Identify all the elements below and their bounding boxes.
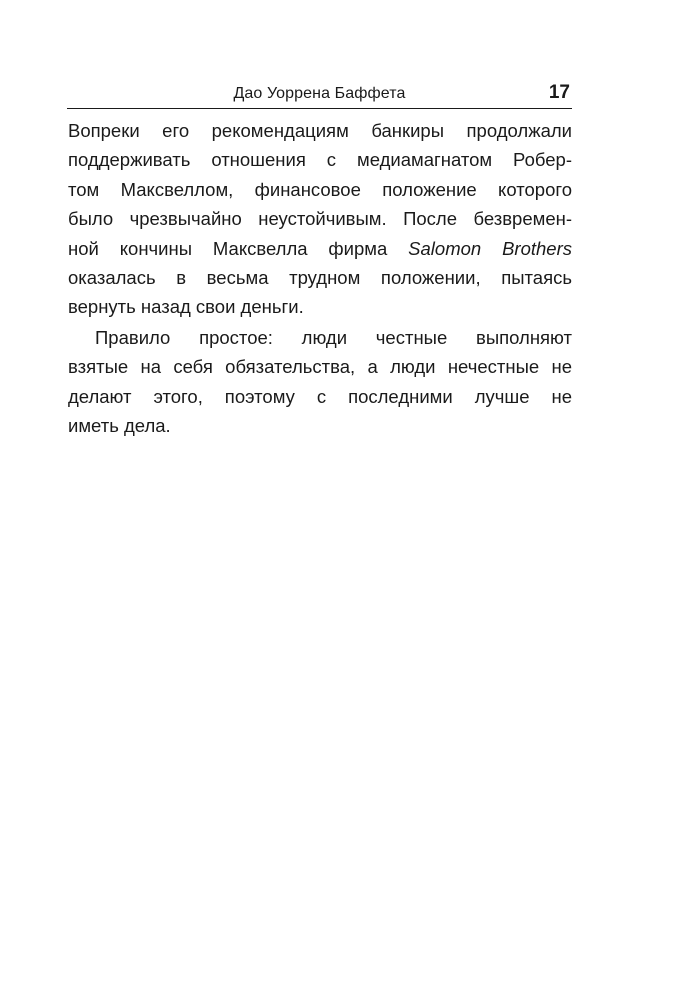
text-line: Правило простое: люди честные выполняют	[95, 326, 572, 348]
text-line: том Максвеллом, финансовое положение которого	[68, 178, 572, 200]
text-line: делают этого, поэтому с последними лучше не	[68, 385, 572, 407]
running-header	[67, 82, 572, 109]
text-line: было чрезвычайно неустойчивым. После безвремен-	[68, 208, 572, 230]
text-line: поддерживать отношения с медиамагнатом Робер-	[68, 149, 572, 171]
body-text	[68, 116, 572, 440]
company-name: Salomon Brothers	[408, 237, 572, 259]
text-line: взятые на себя обязательства, а люди нечестные не	[68, 356, 572, 378]
text-run: ной кончины Максвелла фирма	[68, 237, 409, 259]
paragraph-2	[68, 323, 572, 441]
page-number: 17	[548, 82, 570, 103]
text-line: вернуть назад свои деньги.	[68, 296, 304, 318]
text-line: Вопреки его рекомендациям банкиры продолжали	[68, 120, 572, 141]
running-title: Дао Уоррена Баффета	[233, 85, 406, 102]
text-line	[68, 234, 572, 263]
paragraph-1	[68, 116, 572, 322]
text-line: иметь дела.	[68, 415, 171, 437]
text-line: оказалась в весьма трудном положении, пытаясь	[68, 266, 572, 288]
